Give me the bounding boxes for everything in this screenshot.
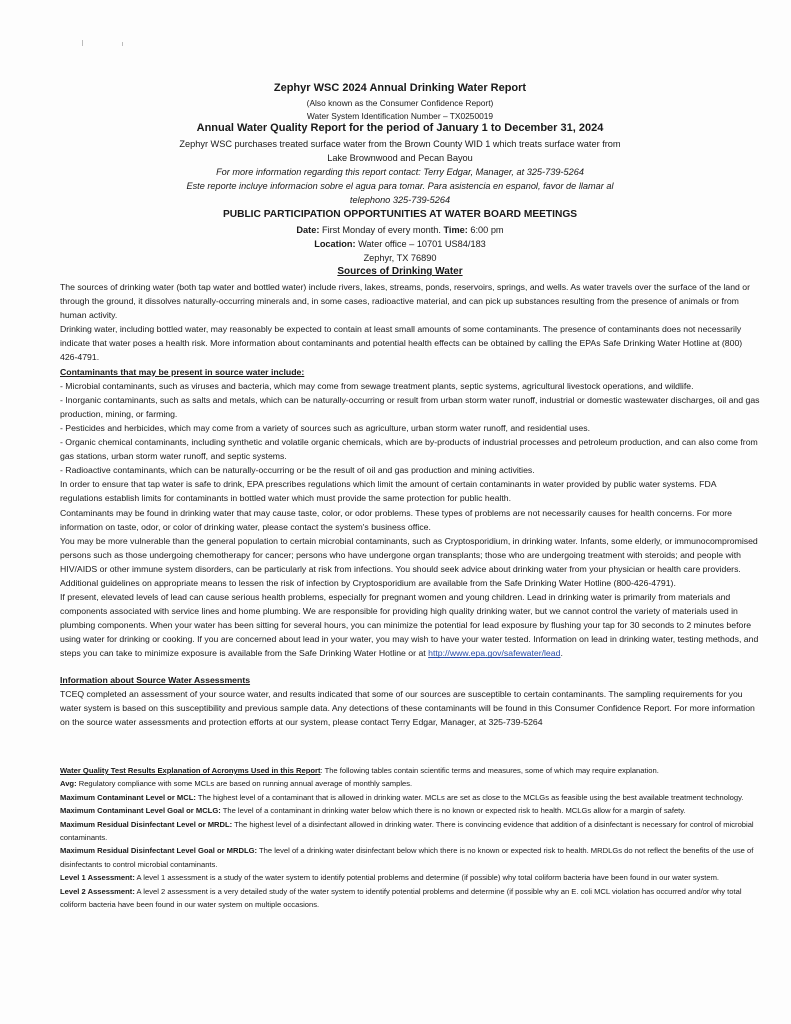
sources-para-1: The sources of drinking water (both tap water and bottled water) include rivers, lakes, streams, ponds, reservoirs, springs, and wells. As water travels over the surface of the land or through the ground, it dissolves naturally-occurring minerals and, in some cases, radioactive material, and can pick up substances resulting from the presence of animals or from human activity.: [60, 282, 751, 321]
definition-item: [60, 871, 760, 884]
sources-para-3: In order to ensure that tap water is safe to drink, EPA prescribes regulations which limit the amount of certain contaminants in water provided by public water systems. FDA regulations establish limits for contaminants in bottled water which must provide the same protection for public health.: [60, 479, 717, 504]
contaminants-heading: Contaminants that may be present in source water include:: [60, 366, 305, 377]
meeting-city: Zephyr, TX 76890: [363, 253, 437, 263]
contaminant-item: - Inorganic contaminants, such as salts and metals, which can be naturally-occurring or result from urban storm water runoff, industrial or domestic wastewater discharges, oil and gas production, mining, or farming.: [60, 394, 760, 419]
time-value: 6:00 pm: [467, 225, 504, 235]
assessments-text: TCEQ completed an assessment of your source water, and results indicated that some of our sources are susceptible to certain contaminants. The sampling requirements for you water system is based on this susceptibility and previous sample data. Any detections of these contaminants will be found in this Consumer Confidence Report. For more information on the source water assessments and protection efforts at our system, please contact Terry Edgar, Manager, at 325-739-5264: [60, 688, 755, 727]
definition-item: [60, 791, 760, 804]
definition-term: Avg:: [60, 779, 77, 789]
definition-term: Maximum Contaminant Level Goal or MCLG:: [60, 806, 221, 816]
meeting-location: [150, 239, 650, 249]
meetings-heading: PUBLIC PARTICIPATION OPPORTUNITIES AT WATER BOARD MEETINGS: [222, 209, 578, 220]
lead-text-end: .: [560, 648, 563, 659]
sources-para-2: Drinking water, including bottled water, may reasonably be expected to contain at least small amounts of some contaminants. The presence of contaminants does not necessarily indicate that water poses a health risk. More information about contaminants and potential health effects can be obtained by calling the EPAs Safe Drinking Water Hotline at (800) 426-4791.: [60, 324, 743, 363]
definition-text: The level of a contaminant in drinking water below which there is no known or expected risk to health. MCLGs allow for a margin of safety.: [220, 806, 686, 816]
spacer: [60, 661, 760, 673]
definition-text: The highest level of a disinfectant allowed in drinking water. There is convincing evidence that addition of a disinfectant is necessary for control of microbial contaminants.: [60, 819, 754, 843]
contaminant-item: - Radioactive contaminants, which can be naturally-occurring or be the result of oil and gas production and mining activities.: [60, 465, 535, 476]
date-value: First Monday of every month.: [319, 225, 444, 235]
definition-term: Maximum Residual Disinfectant Level or MRDL:: [60, 819, 233, 829]
sources-heading: Sources of Drinking Water: [337, 266, 463, 277]
assessments-heading: Information about Source Water Assessments: [60, 674, 251, 685]
purchase-line-2: Lake Brownwood and Pecan Bayou: [327, 153, 473, 163]
time-label: Time:: [443, 225, 468, 235]
epa-lead-link[interactable]: http://www.epa.gov/safewater/lead: [428, 648, 561, 659]
definition-item: [60, 804, 760, 817]
contaminant-item: - Microbial contaminants, such as viruses and bacteria, which may come from sewage treatment plants, septic systems, agricultural livestock operations, and wildlife.: [60, 380, 694, 391]
definitions-intro: [60, 764, 760, 777]
definition-text: A level 2 assessment is a very detailed study of the water system to identify potential problems and determine (if possible why an E. coli MCL violation has occurred and/or why total coliform bacteria have been found in our water system on multiple occasions.: [60, 886, 742, 910]
definition-text: The highest level of a contaminant that is allowed in drinking water. MCLs are set as close to the MCLGs as feasible using the best available treatment technology.: [195, 792, 744, 802]
definition-text: The level of a drinking water disinfectant below which there is no known or expected risk to health. MRDLGs do not reflect the benefits of the use of disinfectants to control microbial contaminants.: [60, 846, 754, 869]
sources-para-5: You may be more vulnerable than the general population to certain microbial contaminants, such as Cryptosporidium, in drinking water. Infants, some elderly, or immunocompromised persons such as those undergoing chemotherapy for cancer; persons who have undergone organ transplants; those who are undergoing treatment with steroids; and people with HIV/AIDS or other immune system disorders, can be particularly at risk from infections. You should seek advice about drinking water from your physician or health care providers. Additional guidelines on appropriate means to lessen the risk of infection by Cryptosporidium are available from the Safe Drinking Water Hotline (800-426-4791).: [60, 535, 758, 588]
definition-term: Maximum Residual Disinfectant Level Goal or MRDLG:: [60, 846, 258, 856]
definition-item: [60, 844, 760, 871]
definition-term: Level 2 Assessment:: [60, 886, 135, 896]
contaminant-item: - Organic chemical contaminants, including synthetic and volatile organic chemicals, which are by-products of industrial processes and petroleum production, and can also come from gas stations, urban storm water runoff, and septic systems.: [60, 437, 758, 462]
definitions-heading: Water Quality Test Results Explanation of Acronyms Used in this Report: [60, 766, 321, 775]
definitions-intro-text: : The following tables contain scientific terms and measures, some of which may require explanation.: [320, 766, 659, 775]
report-aka: (Also known as the Consumer Confidence Report): [306, 98, 494, 108]
definition-item: [60, 885, 760, 912]
report-title: Zephyr WSC 2024 Annual Drinking Water Report: [273, 82, 527, 94]
definition-text: Regulatory compliance with some MCLs are based on running annual average of monthly samples.: [76, 779, 413, 789]
contaminant-item: - Pesticides and herbicides, which may come from a variety of sources such as agriculture, urban storm water runoff, and residential uses.: [60, 422, 591, 433]
contact-line: For more information regarding this report contact: Terry Edgar, Manager, at 325-739-5264: [216, 167, 584, 177]
meeting-date: [150, 225, 650, 235]
definition-text: A level 1 assessment is a study of the water system to identify potential problems and determine (if possible) why total coliform bacteria have been found in our water system.: [134, 873, 720, 883]
scan-mark: [122, 42, 123, 46]
lead-text: If present, elevated levels of lead can cause serious health problems, especially for pregnant women and young children. Lead in drinking water is primarily from materials and components associated with service lines and home plumbing. We are responsible for providing high quality drinking water, but we cannot control the variety of materials used in plumbing components. When your water has been sitting for several hours, you can minimize the potential for lead exposure by flushing your tap for 30 seconds to 2 minutes before using water for drinking or cooking. If you are concerned about lead in your water, you may wish to have your water tested. Information on lead in drinking water, testing methods, and steps you can take to minimize exposure is available from the Safe Drinking Water Hotline or at: [60, 592, 759, 659]
location-value: Water office – 10701 US84/183: [355, 239, 486, 249]
definitions-section: [60, 764, 760, 911]
report-period: Annual Water Quality Report for the period of January 1 to December 31, 2024: [196, 122, 604, 134]
definition-term: Maximum Contaminant Level or MCL:: [60, 792, 196, 802]
spanish-line-1: Este reporte incluye informacion sobre el agua para tomar. Para asistencia en espanol, favor de llamar al: [186, 181, 614, 191]
spanish-line-2: telephono 325-739-5264: [349, 195, 451, 205]
scan-mark: [82, 40, 83, 46]
definition-term: Level 1 Assessment:: [60, 873, 135, 883]
date-label: Date:: [296, 225, 320, 235]
purchase-line-1: Zephyr WSC purchases treated surface water from the Brown County WID 1 which treats surface water from: [179, 139, 621, 149]
sources-section: [60, 280, 760, 729]
definition-item: [60, 777, 760, 790]
sources-para-4: Contaminants may be found in drinking water that may cause taste, color, or odor problems. These types of problems are not necessarily causes for health concerns. For more information on taste, odor, or color of drinking water, please contact the system's business office.: [60, 507, 733, 532]
location-label: Location:: [314, 239, 356, 249]
sources-para-6: [60, 590, 760, 660]
definition-item: [60, 818, 760, 845]
system-id: Water System Identification Number – TX0250019: [306, 111, 494, 121]
